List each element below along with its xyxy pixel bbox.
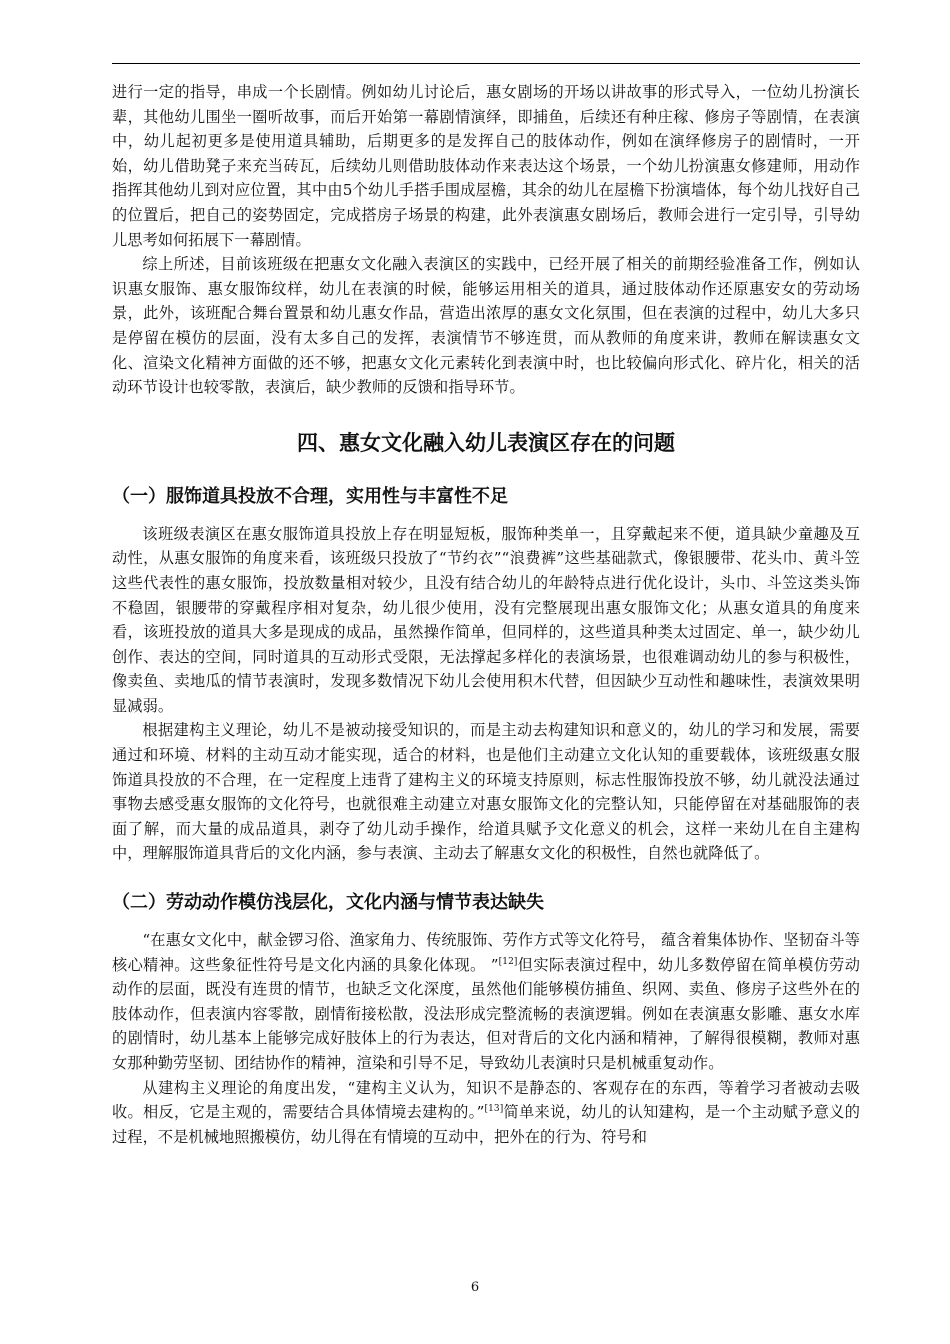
chapter-title: 四、惠女文化融入幼儿表演区存在的问题: [297, 430, 675, 455]
citation-13: [13]: [484, 1104, 504, 1115]
paragraph-5-rest: 但实际表演过程中，幼儿多数停留在简单模仿劳动动作的层面，既没有连贯的情节，也缺乏文化深度，虽然他们能够模仿捕鱼、织网、卖鱼、修房子这些外在的肢体动作，但表演内容零散，剧情衔接松散，没法形成完整流畅的表演逻辑。例如在表演惠女影雕、惠女水库的剧情时，幼儿基本上能够完成好肢体上的行为表达，但对背后的文化内涵和精神，了解得很模糊，教师对惠女那种勤劳坚韧、团结协作的精神，渲染和引导不足，导致幼儿表演时只是机械重复动作。: [112, 955, 860, 1072]
body-text: [112, 80, 860, 1149]
section-title-1: （一）服饰道具投放不合理，实用性与丰富性不足: [112, 485, 508, 507]
paragraph-6-rest: 简单来说，幼儿的认知建构，是一个主动赋予意义的过程，不是机械地照搬模仿，幼儿得在有情境的互动中，把外在的行为、符号和: [112, 1103, 860, 1146]
paragraph-5: [112, 928, 860, 1076]
paragraph-3: 该班级表演区在惠女服饰道具投放上存在明显短板，服饰种类单一，且穿戴起来不便，道具缺少童趣及互动性，从惠女服饰的角度来看，该班级只投放了“节约衣”“浪费裤”这些基础款式，像银腰带、花头巾、黄斗笠这些代表性的惠女服饰，投放数量相对较少，且没有结合幼儿的年龄特点进行优化设计，头巾、斗笠这类头饰不稳固，银腰带的穿戴程序相对复杂，幼儿很少使用，没有完整展现出惠女服饰文化；从惠女道具的角度来看，该班投放的道具大多是现成的成品，虽然操作简单，但同样的，这些道具种类太过固定、单一，缺少幼儿创作、表达的空间，同时道具的互动形式受限，无法撑起多样化的表演场景，也很难调动幼儿的参与积极性，像卖鱼、卖地瓜的情节表演时，发现多数情况下幼儿会使用积木代替，但因缺少互动性和趣味性，表演效果明显减弱。: [112, 524, 860, 715]
paragraph-1: 进行一定的指导，串成一个长剧情。例如幼儿讨论后，惠女剧场的开场以讲故事的形式导入，一位幼儿扮演长辈，其他幼儿围坐一圈听故事，而后开始第一幕剧情演绎，即捕鱼，后续还有种庄稼、修房子等剧情，在表演中，幼儿起初更多是使用道具辅助，后期更多的是发挥自己的肢体动作，例如在演绎修房子的剧情时，一开始，幼儿借助凳子来充当砖瓦，后续幼儿则借助肢体动作来表达这个场景，一个幼儿扮演惠女修建师，用动作指挥其他幼儿到对应位置，其中由5个幼儿手搭手围成屋檐，其余的幼儿在屋檐下扮演墙体，每个幼儿找好自己的位置后，把自己的姿势固定，完成搭房子场景的构建，此外表演惠女剧场后，教师会进行一定引导，引导幼儿思考如何拓展下一幕剧情。: [112, 83, 860, 249]
page-number: 6: [470, 1280, 480, 1295]
paragraph-4: 根据建构主义理论，幼儿不是被动接受知识的，而是主动去构建知识和意义的，幼儿的学习和发展，需要通过和环境、材料的主动互动才能实现，适合的材料，也是他们主动建立文化认知的重要载体，该班级惠女服饰道具投放的不合理，在一定程度上违背了建构主义的环境支持原则，标志性服饰投放不够，幼儿就没法通过事物去感受惠女服饰的文化符号，也就很难主动建立对惠女服饰文化的完整认知，只能停留在对基础服饰的表面了解，而大量的成品道具，剥夺了幼儿动手操作，给道具赋予文化意义的机会，这样一来幼儿在自主建构中，理解服饰道具背后的文化内涵，参与表演、主动去了解惠女文化的积极性，自然也就降低了。: [112, 721, 860, 863]
citation-12: [12]: [498, 956, 518, 967]
paragraph-6-quote: 从建构主义理论的角度出发，“建构主义认为，知识不是静态的、客观存在的东西，等着学习者被动去吸收。相反，它是主观的，需要结合具体情境去建构的。”: [112, 1078, 860, 1122]
header-rule: [112, 63, 860, 64]
paragraph-6: [112, 1076, 860, 1150]
section-title-2: （二）劳动动作模仿浅层化，文化内涵与情节表达缺失: [112, 892, 544, 914]
paragraph-2: 综上所述，目前该班级在把惠女文化融入表演区的实践中，已经开展了相关的前期经验准备工作，例如认识惠女服饰、惠女服饰纹样，幼儿在表演的时候，能够运用相关的道具，通过肢体动作还原惠安女的劳动场景，此外，该班配合舞台置景和幼儿惠女作品，营造出浓厚的惠女文化氛围，但在表演的过程中，幼儿大多只是停留在模仿的层面，没有太多自己的发挥，表演情节不够连贯，而从教师的角度来讲，教师在解读惠女文化、渲染文化精神方面做的还不够，把惠女文化元素转化到表演中时，也比较偏向形式化、碎片化，相关的活动环节设计也较零散，表演后，缺少教师的反馈和指导环节。: [112, 255, 860, 397]
paragraph-5-quote: “在惠女文化中，献金锣习俗、渔家角力、传统服饰、劳作方式等文化符号， 蕴含着集体协作、坚韧奋斗等核心精神。这些象征性符号是文化内涵的具象化体现。 ”: [112, 931, 860, 974]
